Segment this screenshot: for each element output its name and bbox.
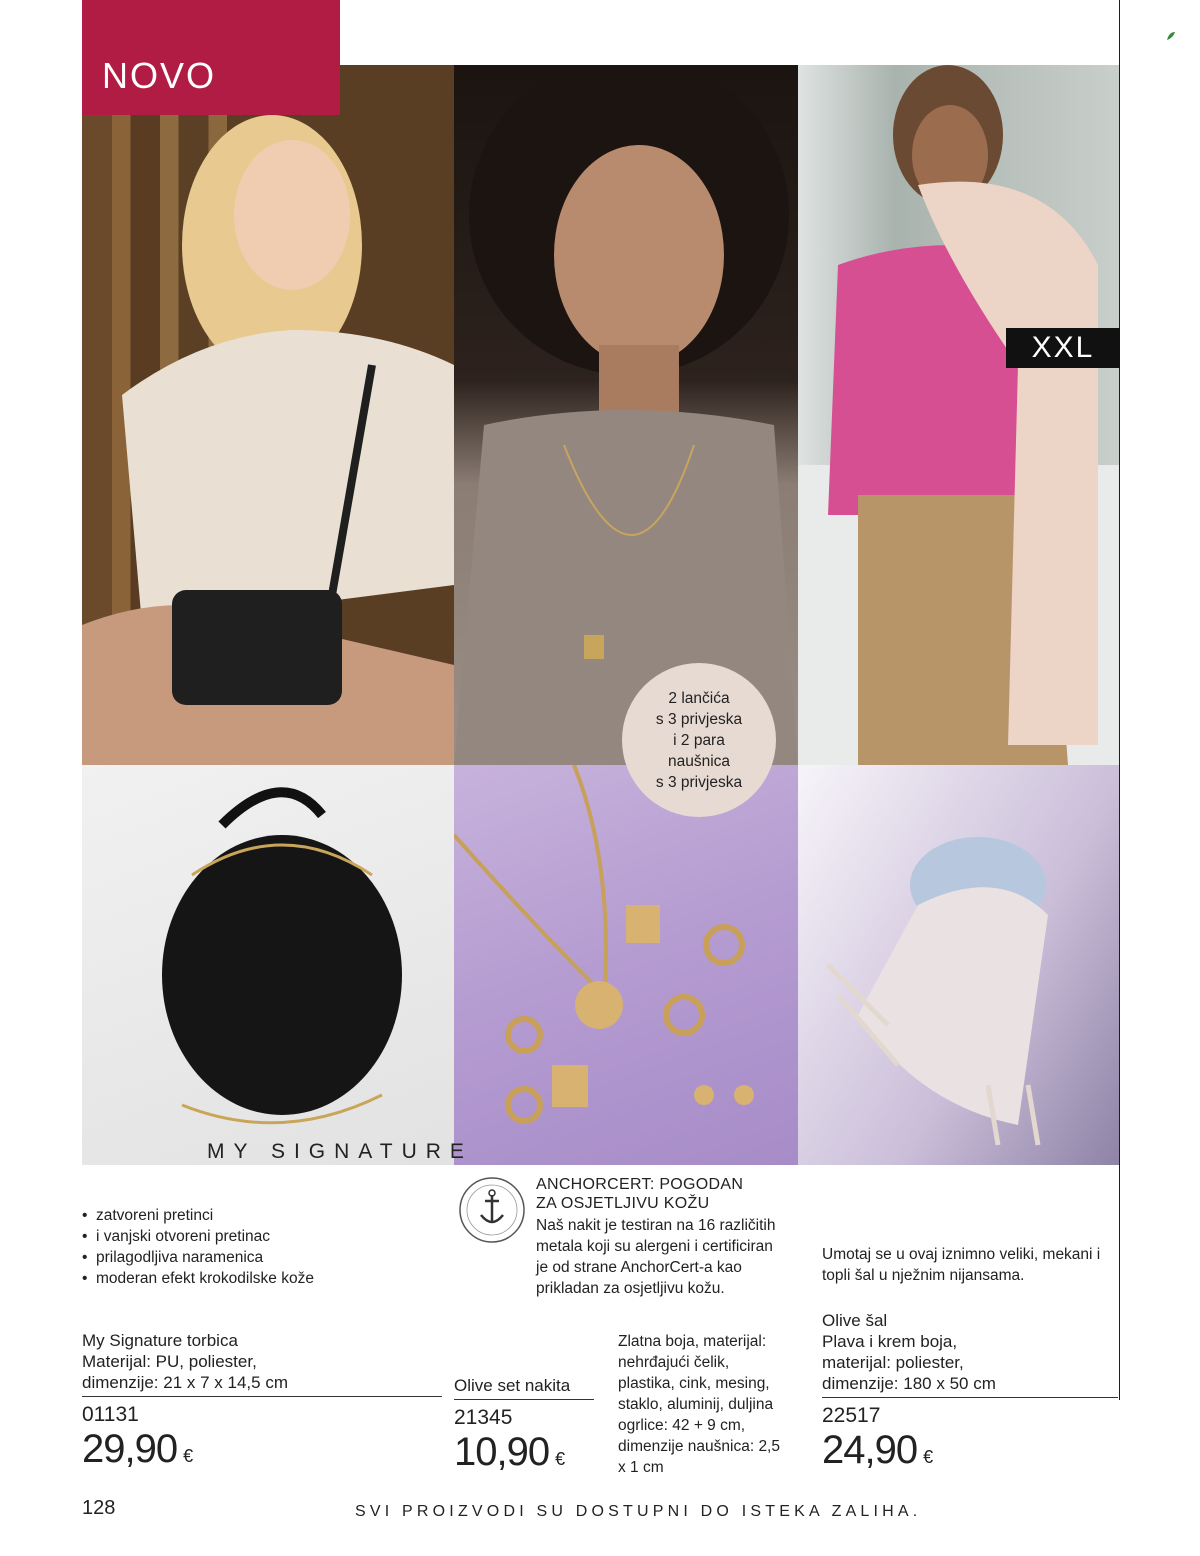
product-color: Plava i krem boja,	[822, 1332, 958, 1351]
product-name: Olive šal	[822, 1311, 888, 1330]
new-badge	[82, 0, 340, 115]
product-code: 22517	[822, 1404, 881, 1427]
anchorcert-body: Naš nakit je testiran na 16 različitih metala koji su alergeni i certificiran je od strane AnchorCert-a kao prikladan za osjetljivu kožu.	[536, 1217, 776, 1297]
product-dimensions: dimenzije: 21 x 7 x 14,5 cm	[82, 1372, 442, 1397]
page-edge-rule	[1119, 0, 1120, 1400]
feature-item: • moderan efekt krokodilske kože	[82, 1268, 382, 1289]
jewelry-product-info	[454, 1375, 594, 1474]
price-row	[82, 1427, 442, 1471]
product-price: 24,90	[822, 1428, 918, 1472]
product-code: 21345	[454, 1406, 513, 1429]
scarf-product-photo	[798, 765, 1120, 1165]
set-info-line: i 2 para	[673, 731, 725, 749]
page-number: 128	[82, 1497, 116, 1519]
product-material: Materijal: PU, poliester,	[82, 1352, 257, 1371]
set-info-line: s 3 privjeska	[655, 773, 743, 791]
set-info-line: s 3 privjeska	[655, 710, 743, 728]
feature-item: • prilagodljiva naramenica	[82, 1247, 382, 1268]
currency: €	[555, 1449, 566, 1469]
brand-label: MY SIGNATURE	[207, 1140, 473, 1163]
product-name: Olive set nakita	[454, 1375, 594, 1400]
product-price: 10,90	[454, 1430, 550, 1474]
set-info-circle	[622, 663, 776, 817]
anchor-certificate-icon	[457, 1175, 527, 1245]
jewelry-details: Zlatna boja, materijal: nehrđajući čelik, plastika, cink, mesing, staklo, aluminij, duljina ogrlice: 42 + 9 cm, dimenzije naušnica: 2,5 x 1 cm	[618, 1333, 780, 1476]
set-info-line: naušnica	[667, 752, 731, 770]
price-row	[822, 1428, 1118, 1472]
product-dimensions: dimenzije: 180 x 50 cm	[822, 1373, 1118, 1398]
feature-item: • i vanjski otvoreni pretinac	[82, 1226, 382, 1247]
set-info-line: 2 lančića	[668, 689, 730, 707]
bag-features	[82, 1205, 382, 1289]
product-code: 01131	[82, 1403, 139, 1426]
feature-item: • zatvoreni pretinci	[82, 1205, 382, 1226]
xxl-tag: XXL	[1006, 328, 1120, 368]
scarf-model-photo	[798, 65, 1120, 765]
jewelry-product-photo	[454, 765, 798, 1165]
bag-product-info	[82, 1330, 442, 1471]
price-row	[454, 1430, 594, 1474]
product-name: My Signature torbica	[82, 1331, 238, 1350]
jewelry-model-photo	[454, 65, 798, 765]
currency: €	[923, 1447, 934, 1467]
bag-product-photo	[82, 765, 454, 1165]
scarf-description: Umotaj se u ovaj iznimno veliki, mekani i topli šal u nježnim nijansama.	[822, 1246, 1101, 1284]
new-badge-label: NOVO	[102, 55, 217, 96]
availability-note: SVI PROIZVODI SU DOSTUPNI DO ISTEKA ZALIHA.	[355, 1503, 922, 1520]
product-material: materijal: poliester,	[822, 1353, 964, 1372]
product-price: 29,90	[82, 1427, 178, 1471]
anchorcert-title: ANCHORCERT: POGODAN ZA OSJETLJIVU KOŽU	[536, 1176, 744, 1212]
bag-model-photo	[82, 65, 454, 765]
currency: €	[183, 1446, 194, 1466]
leaf-icon	[1165, 30, 1177, 42]
scarf-product-info	[822, 1310, 1118, 1472]
